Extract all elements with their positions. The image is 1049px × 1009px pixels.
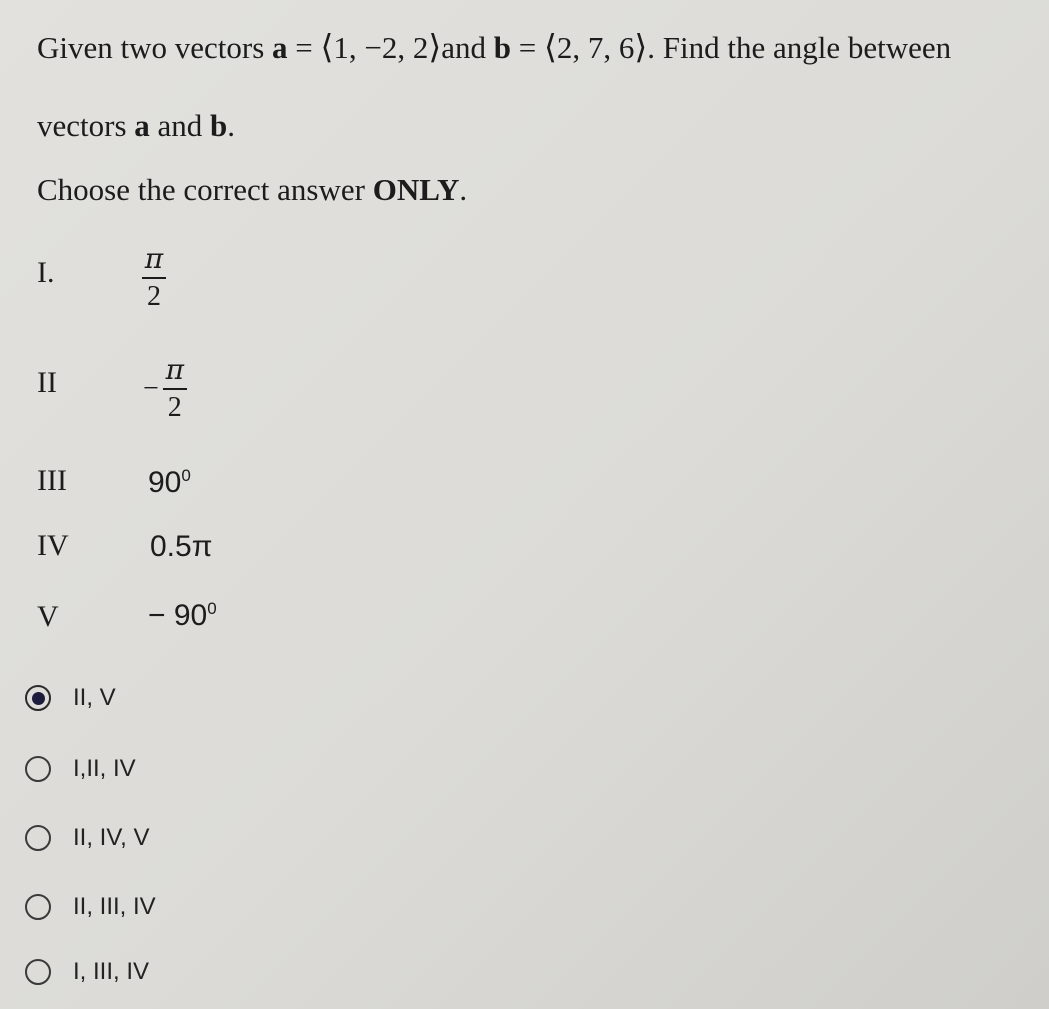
radio-button-selected[interactable]: [25, 685, 51, 711]
line2-prefix: vectors: [37, 108, 135, 143]
candidate-value-2: [143, 355, 187, 423]
answer-option-2[interactable]: [25, 749, 136, 789]
vector-a-value: 1, −2, 2: [333, 30, 429, 65]
fraction-numerator: π: [144, 242, 164, 275]
radio-button[interactable]: [25, 825, 51, 851]
question-line-2: [37, 106, 235, 146]
answer-option-3[interactable]: [25, 818, 150, 858]
candidate-roman-1: I.: [37, 256, 55, 289]
angle-bracket-right-b: ⟩: [634, 30, 648, 66]
candidate-value-5: [148, 599, 217, 633]
question-suffix: . Find the angle between: [647, 30, 952, 65]
radio-button[interactable]: [25, 756, 51, 782]
value-number: 90: [148, 466, 182, 499]
fraction: [163, 355, 187, 423]
candidate-roman-4: IV: [37, 529, 69, 562]
radio-button[interactable]: [25, 894, 51, 920]
angle-bracket-left: ⟨: [320, 30, 334, 66]
fraction-bar: [163, 388, 187, 390]
degree-superscript: 0: [207, 599, 217, 618]
vector-b-value: 2, 7, 6: [556, 30, 635, 65]
instruction-prefix: Choose the correct answer: [37, 172, 373, 207]
line2-b: b: [210, 108, 228, 143]
line2-end: .: [227, 108, 236, 143]
value-number: − 90: [148, 599, 208, 632]
instruction: [37, 170, 467, 210]
fraction-bar: [142, 277, 166, 279]
vector-a-symbol: a: [272, 30, 288, 65]
option-label[interactable]: I,II, IV: [73, 755, 136, 782]
candidate-roman-5: V: [37, 600, 59, 633]
answer-option-1[interactable]: [25, 678, 116, 718]
candidate-value-1: [142, 244, 166, 312]
fraction: [142, 244, 166, 312]
fraction-numerator: π: [165, 353, 184, 386]
candidate-roman-3: III: [37, 464, 67, 497]
minus-sign: −: [143, 373, 159, 404]
answer-option-5[interactable]: [25, 952, 149, 992]
degree-superscript: 0: [181, 466, 191, 485]
fraction-denominator: 2: [167, 392, 182, 423]
instruction-bold: ONLY: [372, 172, 460, 207]
candidate-value-4: 0.5π: [150, 530, 213, 563]
option-label[interactable]: II, IV, V: [73, 824, 150, 851]
angle-bracket-right: ⟩: [428, 30, 442, 66]
vector-b-symbol: b: [493, 30, 512, 65]
instruction-end: .: [459, 172, 468, 207]
option-label[interactable]: II, III, IV: [73, 893, 156, 920]
fraction-denominator: 2: [147, 281, 161, 312]
candidate-roman-2: II: [37, 366, 57, 399]
answer-option-4[interactable]: [25, 887, 156, 927]
angle-bracket-left-b: ⟨: [544, 30, 557, 66]
line2-a: a: [134, 108, 150, 143]
candidate-value-3: [148, 466, 191, 500]
option-label[interactable]: II, V: [73, 684, 116, 711]
radio-dot: [32, 692, 45, 705]
question-line-1: Given two vectors a = ⟨1, −2, 2⟩and b = ⟨2, 7, 6⟩. Find the angle between: [37, 30, 952, 66]
radio-button[interactable]: [25, 959, 51, 985]
question-and: and: [441, 30, 494, 65]
line2-mid: and: [149, 108, 211, 143]
option-label[interactable]: I, III, IV: [73, 958, 150, 985]
question-prefix: Given two vectors: [37, 30, 273, 65]
